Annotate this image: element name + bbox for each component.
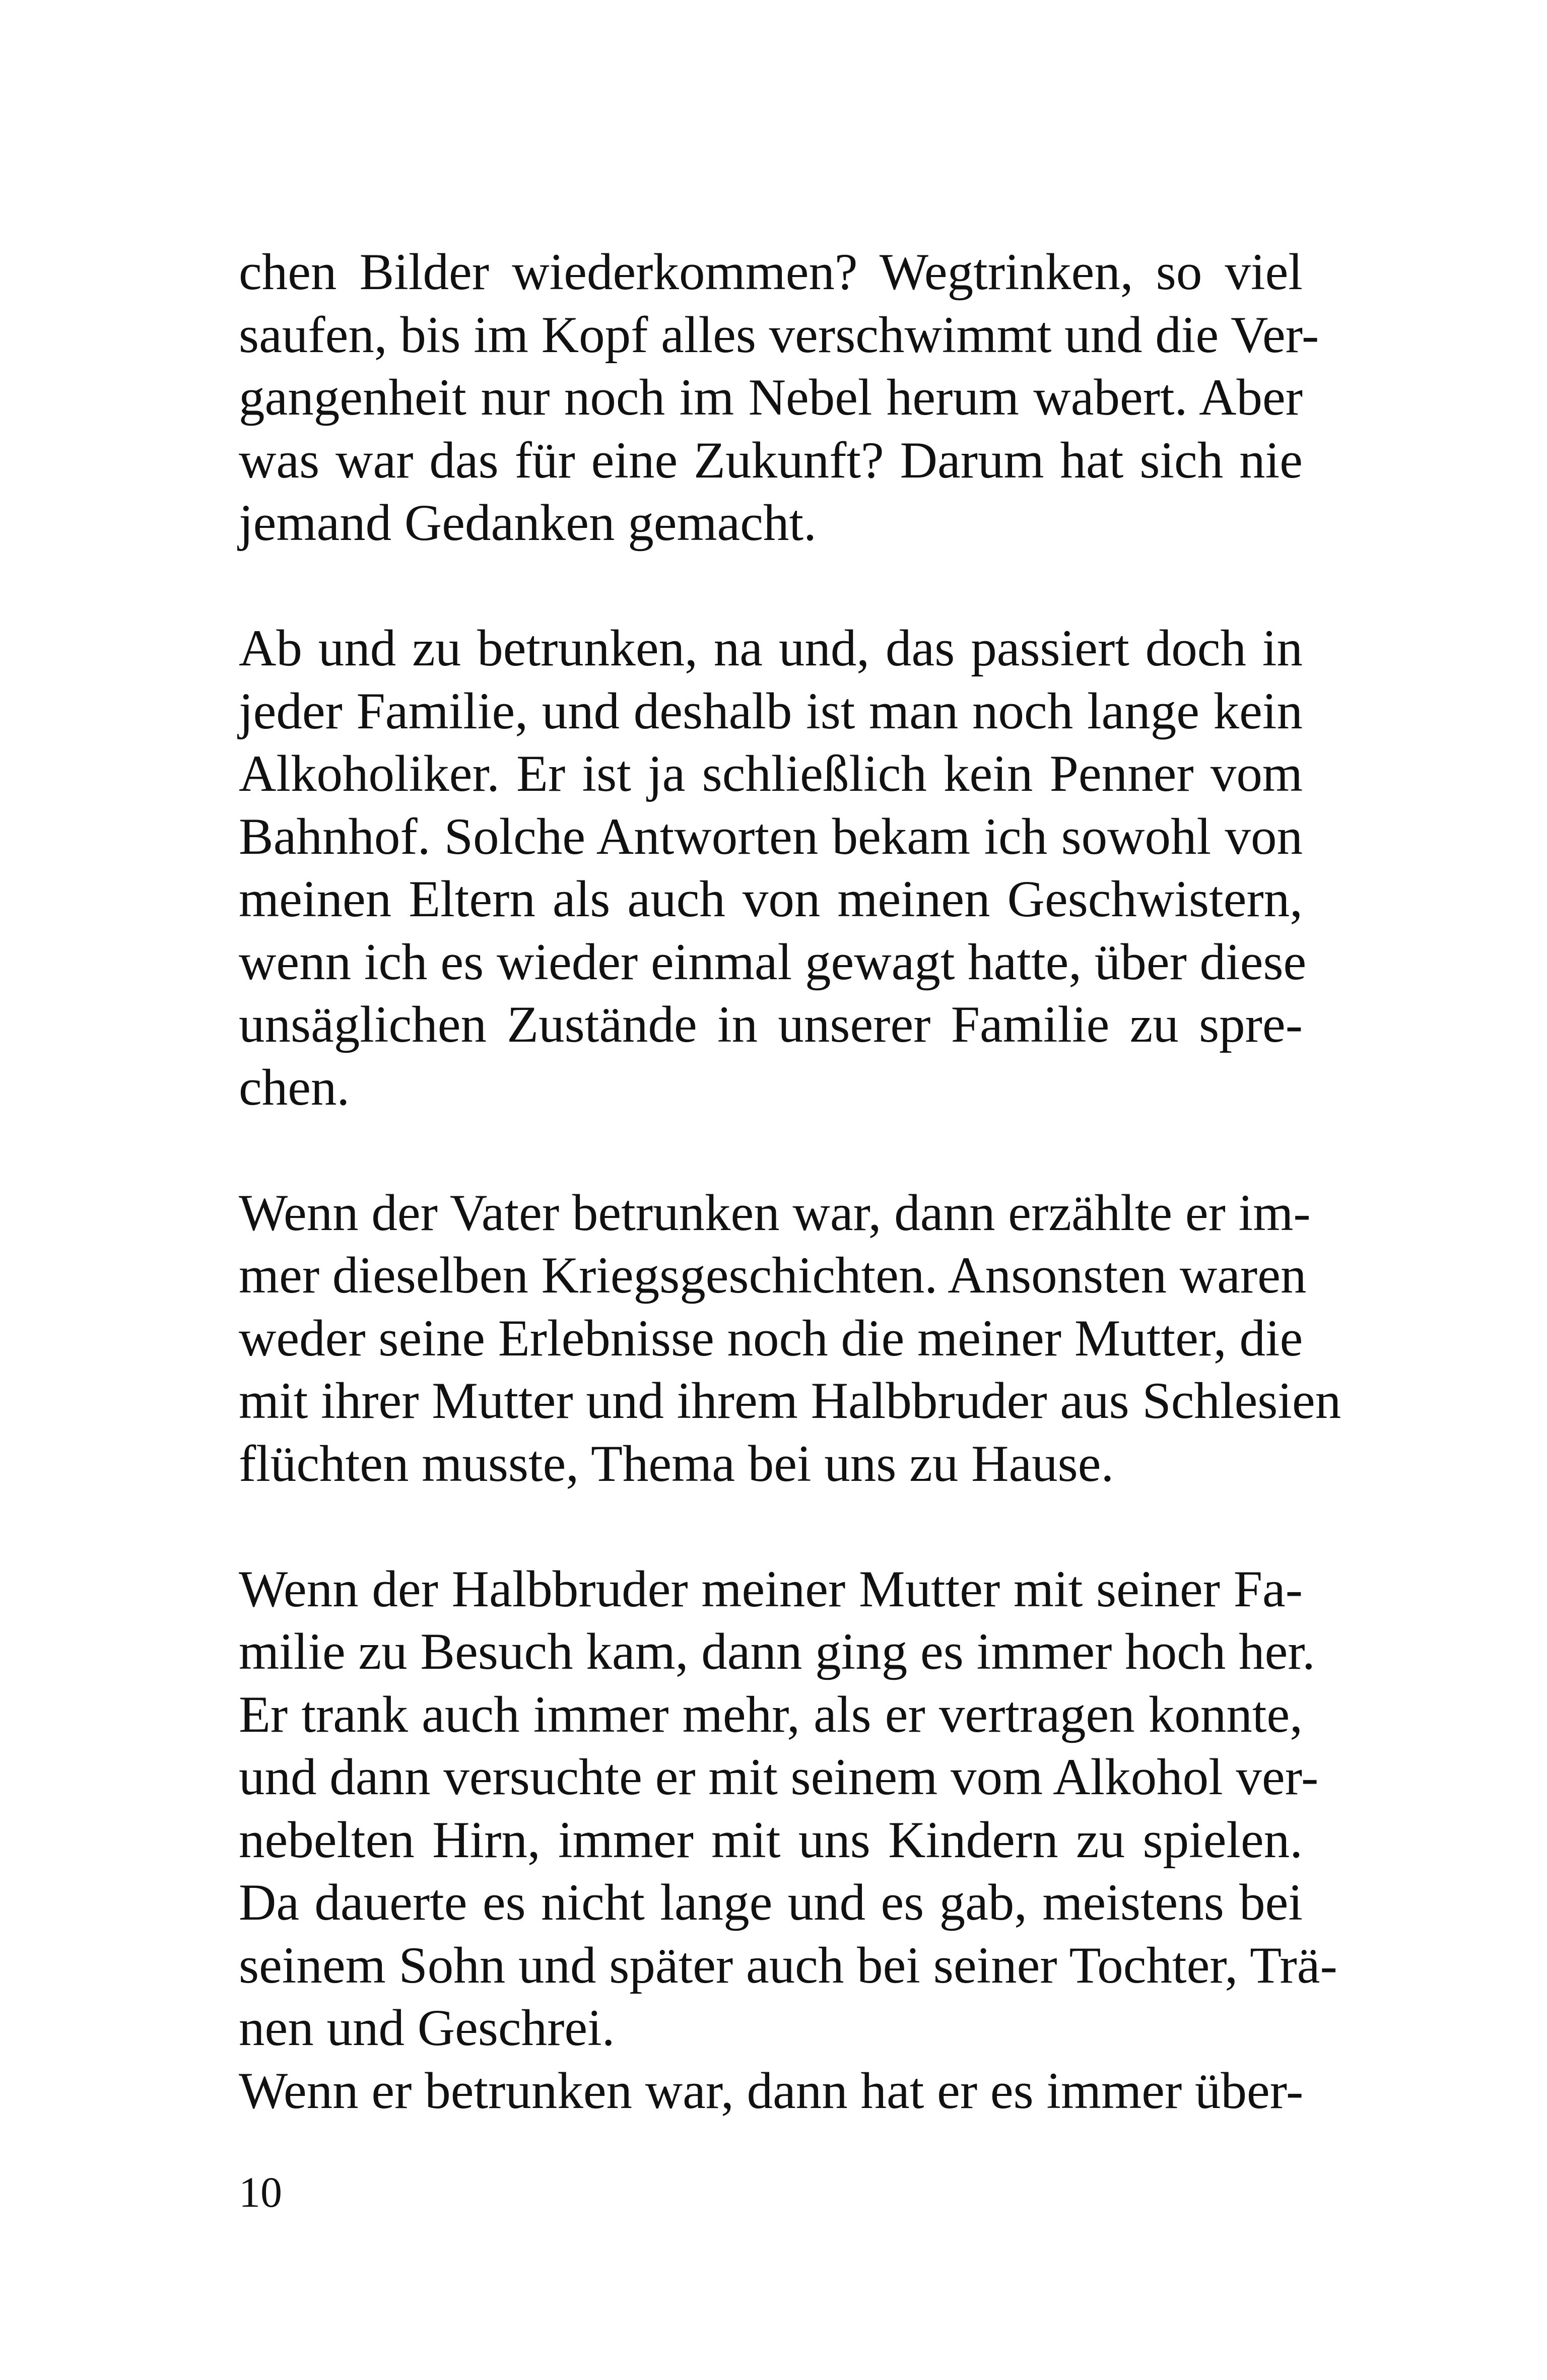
text-line: Da dauerte es nicht lange und es gab, meistens bei	[239, 1874, 1303, 1931]
text-line: nen und Geschrei.	[239, 1999, 615, 2057]
text-line: was war das für eine Zukunft? Darum hat sich nie	[239, 431, 1303, 489]
paragraph-gap	[239, 555, 1303, 618]
text-line: chen.	[239, 1058, 350, 1116]
paragraph	[239, 241, 1319, 555]
paragraph	[239, 1558, 1337, 2060]
paragraph	[239, 2060, 1303, 2123]
text-line: gangenheit nur noch im Nebel herum wabert. Aber	[239, 369, 1303, 426]
text-line: jeder Familie, und deshalb ist man noch lange kein	[239, 682, 1303, 740]
text-line: milie zu Besuch kam, dann ging es immer hoch her.	[239, 1623, 1315, 1680]
text-line: unsäglichen Zustände in unserer Familie zu spre-	[239, 996, 1303, 1053]
text-line: seinem Sohn und später auch bei seiner Tochter, Trä-	[239, 1936, 1337, 1994]
text-line: Alkoholiker. Er ist ja schließlich kein Penner vom	[239, 745, 1303, 802]
text-line: Wenn der Vater betrunken war, dann erzählte er im-	[239, 1184, 1311, 1242]
text-line: und dann versuchte er mit seinem vom Alkohol ver-	[239, 1748, 1319, 1806]
text-line: nebelten Hirn, immer mit uns Kindern zu spielen.	[239, 1811, 1303, 1869]
text-line: wenn ich es wieder einmal gewagt hatte, über diese	[239, 933, 1307, 991]
text-line: flüchten musste, Thema bei uns zu Hause.	[239, 1435, 1114, 1492]
text-line: mit ihrer Mutter und ihrem Halbbruder aus Schlesien	[239, 1372, 1341, 1430]
paragraph-gap	[239, 1495, 1303, 1558]
paragraph	[239, 1182, 1341, 1495]
text-line: saufen, bis im Kopf alles verschwimmt und die Ver-	[239, 306, 1319, 364]
text-line: mer dieselben Kriegsgeschichten. Ansonsten waren	[239, 1247, 1307, 1304]
page-text	[239, 241, 1341, 2122]
text-line: Wenn er betrunken war, dann hat er es immer über-	[239, 2062, 1304, 2120]
page-number: 10	[239, 2168, 282, 2216]
paragraph	[239, 617, 1307, 1119]
text-line: Ab und zu betrunken, na und, das passiert doch in	[239, 620, 1303, 677]
text-line: Bahnhof. Solche Antworten bekam ich sowohl von	[239, 807, 1303, 865]
paragraph-gap	[239, 1119, 1303, 1182]
text-line: meinen Eltern als auch von meinen Geschwistern,	[239, 870, 1303, 928]
text-line: jemand Gedanken gemacht.	[239, 494, 817, 552]
text-line: Wenn der Halbbruder meiner Mutter mit seiner Fa-	[239, 1560, 1303, 1618]
text-line: Er trank auch immer mehr, als er vertragen konnte,	[239, 1685, 1303, 1743]
text-line: weder seine Erlebnisse noch die meiner Mutter, die	[239, 1309, 1303, 1367]
text-line: chen Bilder wiederkommen? Wegtrinken, so viel	[239, 243, 1303, 301]
